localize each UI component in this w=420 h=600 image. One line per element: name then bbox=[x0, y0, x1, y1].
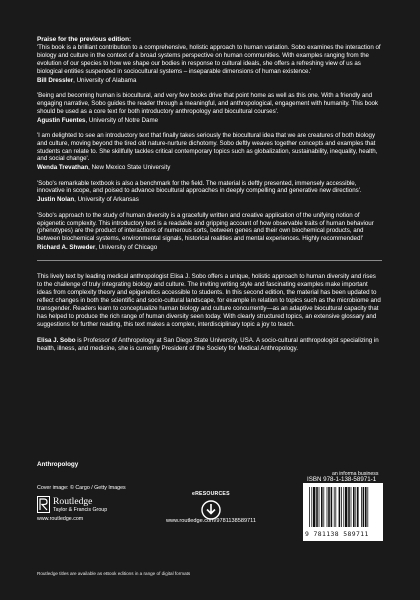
quote-text: 'This book is a brilliant contribution to a comprehensive, holistic approach to human variation. Sobo examines the interaction of biology and culture in the context of a broad systems perspective on human communities. With examples ranging from the evolution of our species to how we shape our bodies in response to cultural ideals, she offers a refreshing view of us as biological entities suspended in sociocultural systems – inseparable dimensions of human existence.' bbox=[37, 44, 381, 75]
quote-3 bbox=[37, 132, 382, 173]
publisher-group: Taylor & Francis Group bbox=[53, 507, 108, 513]
isbn-barcode bbox=[303, 483, 383, 541]
isbn-label: ISBN 978-1-138-58971-1 bbox=[307, 476, 377, 483]
author-bio-text: is Professor of Anthropology at San Diego State University, USA. A socio-cultural anthropologist specializing in health, illness, and medicine, she is currently President of the Society for Medical Anthropology. bbox=[37, 336, 379, 352]
routledge-logo bbox=[37, 496, 167, 524]
reviewer-affiliation: , University of Alabama bbox=[73, 76, 137, 84]
praise-heading: Praise for the previous edition: bbox=[37, 36, 132, 43]
quote-attribution bbox=[37, 164, 382, 172]
publisher-name: Routledge bbox=[53, 496, 93, 507]
cover-image-credit: Cover image: © Cargo / Getty Images bbox=[37, 485, 126, 491]
author-name: Elisa J. Sobo bbox=[37, 336, 76, 344]
reviewer-affiliation: , University of Arkansas bbox=[74, 196, 139, 204]
reviewer-affiliation: , University of Chicago bbox=[95, 244, 158, 252]
routledge-emblem-icon bbox=[37, 496, 50, 513]
barcode-bars-icon bbox=[303, 483, 383, 531]
quote-2 bbox=[37, 92, 382, 125]
reviewer-name: Justin Nolan bbox=[37, 196, 75, 204]
quote-text: 'Sobo's approach to the study of human diversity is a gracefully written and creative application of the unifying notion of epigenetic complexity. This introductory text is a readable and gripping account of how observable traits of human behaviour (phenotypes) are the product of interactions of numerous sorts, between genes and their own biochemical products, and between biochemical systems, environmental signals, historical realities and mental experiences. Highly recommended!' bbox=[37, 211, 374, 243]
reviewer-affiliation: , New Mexico State University bbox=[88, 164, 171, 172]
quote-attribution bbox=[37, 77, 382, 85]
quote-text: 'I am delighted to see an introductory text that finally takes seriously the biocultural idea that we are creatures of both biology and culture, moving beyond the tired old nature-nurture dichotomy. Sobo deftly weaves together concepts and examples that students can relate to. She skillfully tackles critical contemporary topics such as globalization, sustainability, inequality, health, and social change'. bbox=[37, 131, 378, 163]
quote-text: 'Sobo's remarkable textbook is also a benchmark for the field. The material is deftly presented, immensely accessible, innovative in scope, and poised to advance biocultural approaches in deeply compelling and generative new directions'. bbox=[37, 179, 362, 195]
author-bio bbox=[37, 337, 382, 353]
quote-1 bbox=[37, 44, 382, 85]
subject-category: Anthropology bbox=[37, 461, 79, 468]
reviewer-affiliation: , University of Notre Dame bbox=[85, 116, 159, 124]
quote-attribution bbox=[37, 117, 382, 125]
resources-url[interactable]: www.routledge.com/9781138589711 bbox=[166, 518, 256, 524]
quote-attribution bbox=[37, 196, 382, 204]
quote-attribution bbox=[37, 244, 382, 252]
reviewer-name: Wenda Trevathan bbox=[37, 164, 89, 172]
main-text-block bbox=[37, 36, 382, 353]
reviewer-name: Bill Dressler bbox=[37, 76, 74, 84]
ebook-availability-note: Routledge titles are available as eBook editions in a range of digital formats bbox=[37, 571, 191, 576]
publisher-url[interactable]: www.routledge.com bbox=[37, 516, 84, 522]
quote-text: 'Being and becoming human is biocultural, and very few books drive that point home as well as this one. With a friendly and engaging narrative, Sobo guides the reader through a meaningful, and anthropological, engagement with humanity. This book should be used as a core text for both introductory anthropology and biocultural courses'. bbox=[37, 91, 378, 115]
informa-tagline: an informa business bbox=[332, 471, 379, 477]
barcode-digits: 9 781138 589711 bbox=[305, 530, 369, 538]
quote-5 bbox=[37, 212, 382, 253]
divider-line bbox=[37, 260, 382, 261]
reviewer-name: Richard A. Shweder bbox=[37, 244, 96, 252]
eresources-label: eRESOURCES bbox=[192, 491, 230, 497]
quote-4 bbox=[37, 180, 382, 205]
book-description: This lively text by leading medical anthropologist Elisa J. Sobo offers a unique, holistic approach to human diversity and rises to the challenge of truly integrating biology and culture. The inviting writing style and fascinating examples make important ideas from complexity theory and epigenetics accessible to students. In this second edition, the material has been updated to reflect changes in both the scientific and socio-cultural landscape, for example in relation to topics such as the microbiome and transgender. Readers learn to conceptualize human biology and culture concurrently—as an adaptive biocultural capacity that has helped to produce the rich range of human diversity seen today. With clearly structured topics, an extensive glossary and suggestions for further reading, this text makes a complex, interdisciplinary topic a joy to teach. bbox=[37, 273, 381, 328]
reviewer-name: Agustin Fuentes bbox=[37, 116, 86, 124]
